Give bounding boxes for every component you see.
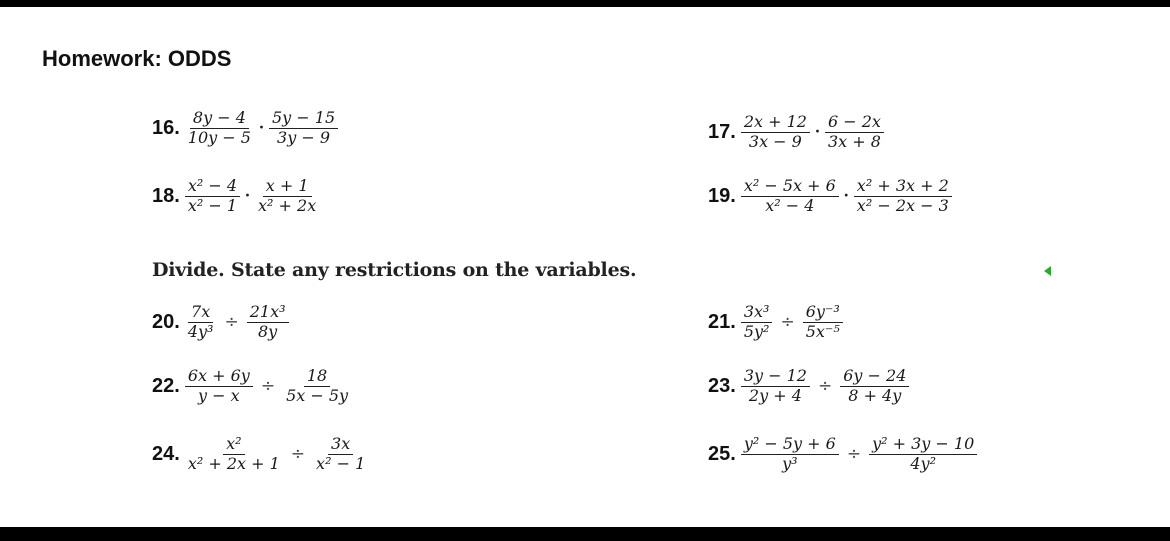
- numerator: 21x³: [247, 304, 289, 323]
- denominator: 4y²: [910, 453, 936, 473]
- denominator: 10y − 5: [187, 127, 251, 147]
- numerator: 7x: [188, 304, 213, 323]
- divide-operator: ÷: [290, 444, 306, 465]
- denominator: 8y: [257, 321, 278, 341]
- fraction-2: [247, 304, 289, 341]
- problem-18: [152, 178, 320, 215]
- denominator: x² + 2x: [258, 195, 317, 215]
- fraction-1: [185, 436, 283, 473]
- numerator: 3x: [328, 436, 353, 455]
- denominator: 3x + 8: [827, 131, 881, 151]
- denominator: x² − 4: [765, 195, 815, 215]
- numerator: x²: [223, 436, 244, 455]
- denominator: 5x − 5y: [286, 385, 349, 405]
- multiply-operator: ·: [244, 183, 252, 209]
- problem-25: [708, 436, 978, 473]
- numerator: 8y − 4: [190, 110, 249, 129]
- multiply-operator: ·: [257, 115, 265, 141]
- problem-22: [152, 368, 352, 405]
- fraction-1: [741, 436, 839, 473]
- fraction-2: [255, 178, 319, 215]
- problem-17: [708, 114, 885, 151]
- problem-number: 22.: [152, 374, 180, 397]
- caret-left-icon: [1044, 266, 1051, 276]
- numerator: x² − 5x + 6: [741, 178, 839, 197]
- fraction-2: [269, 110, 338, 147]
- numerator: 6y⁻³: [803, 304, 843, 323]
- fraction-2: [869, 436, 977, 473]
- divide-operator: ÷: [224, 312, 239, 333]
- numerator: x² − 4: [185, 178, 240, 197]
- numerator: 3y − 12: [741, 368, 810, 387]
- denominator: y − x: [197, 385, 240, 405]
- denominator: x² + 2x + 1: [187, 453, 280, 473]
- problem-number: 24.: [152, 442, 180, 465]
- denominator: 5y²: [743, 321, 770, 341]
- problem-19: [708, 178, 953, 215]
- section-heading: Divide. State any restrictions on the variables.: [152, 259, 637, 281]
- top-border: [0, 0, 1170, 7]
- multiply-operator: ·: [842, 183, 850, 209]
- fraction-1: [741, 114, 810, 151]
- fraction-1: [741, 178, 839, 215]
- numerator: x² + 3x + 2: [854, 178, 952, 197]
- fraction-1: [185, 178, 240, 215]
- problem-number: 16.: [152, 116, 180, 139]
- denominator: 5x⁻⁵: [805, 321, 840, 341]
- numerator: y² + 3y − 10: [869, 436, 977, 455]
- fraction-1: [185, 304, 217, 341]
- problem-20: [152, 304, 290, 341]
- fraction-2: [283, 368, 351, 405]
- denominator: x² − 1: [187, 195, 238, 215]
- numerator: 18: [304, 368, 330, 387]
- divide-operator: ÷: [846, 444, 862, 465]
- numerator: 6x + 6y: [185, 368, 253, 387]
- numerator: x + 1: [263, 178, 312, 197]
- denominator: 8 + 4y: [848, 385, 902, 405]
- problem-24: [152, 436, 369, 473]
- fraction-1: [741, 304, 773, 341]
- fraction-1: [741, 368, 810, 405]
- problem-number: 17.: [708, 120, 736, 143]
- numerator: 5y − 15: [269, 110, 338, 129]
- problem-21: [708, 304, 844, 341]
- denominator: x² − 1: [316, 453, 366, 473]
- problem-number: 23.: [708, 374, 736, 397]
- problem-number: 19.: [708, 184, 736, 207]
- fraction-2: [313, 436, 368, 473]
- divide-operator: ÷: [817, 376, 833, 397]
- numerator: 2x + 12: [741, 114, 810, 133]
- fraction-1: [185, 110, 254, 147]
- numerator: 3x³: [741, 304, 773, 323]
- problem-16: [152, 110, 339, 147]
- problem-number: 21.: [708, 310, 736, 333]
- fraction-2: [803, 304, 843, 341]
- page-title: Homework: ODDS: [42, 46, 232, 71]
- fraction-2: [825, 114, 884, 151]
- numerator: y² − 5y + 6: [741, 436, 839, 455]
- numerator: 6y − 24: [840, 368, 909, 387]
- denominator: 3x − 9: [748, 131, 802, 151]
- denominator: 3y − 9: [277, 127, 331, 147]
- multiply-operator: ·: [813, 119, 821, 145]
- bottom-border: [0, 527, 1170, 541]
- problem-23: [708, 368, 910, 405]
- denominator: y³: [782, 453, 798, 473]
- problem-number: 18.: [152, 184, 180, 207]
- denominator: 2y + 4: [748, 385, 802, 405]
- problem-number: 25.: [708, 442, 736, 465]
- problem-number: 20.: [152, 310, 180, 333]
- fraction-1: [185, 368, 253, 405]
- divide-operator: ÷: [780, 312, 795, 333]
- fraction-2: [840, 368, 909, 405]
- denominator: 4y³: [187, 321, 214, 341]
- denominator: x² − 2x − 3: [856, 195, 949, 215]
- numerator: 6 − 2x: [825, 114, 884, 133]
- divide-operator: ÷: [260, 376, 276, 397]
- fraction-2: [854, 178, 952, 215]
